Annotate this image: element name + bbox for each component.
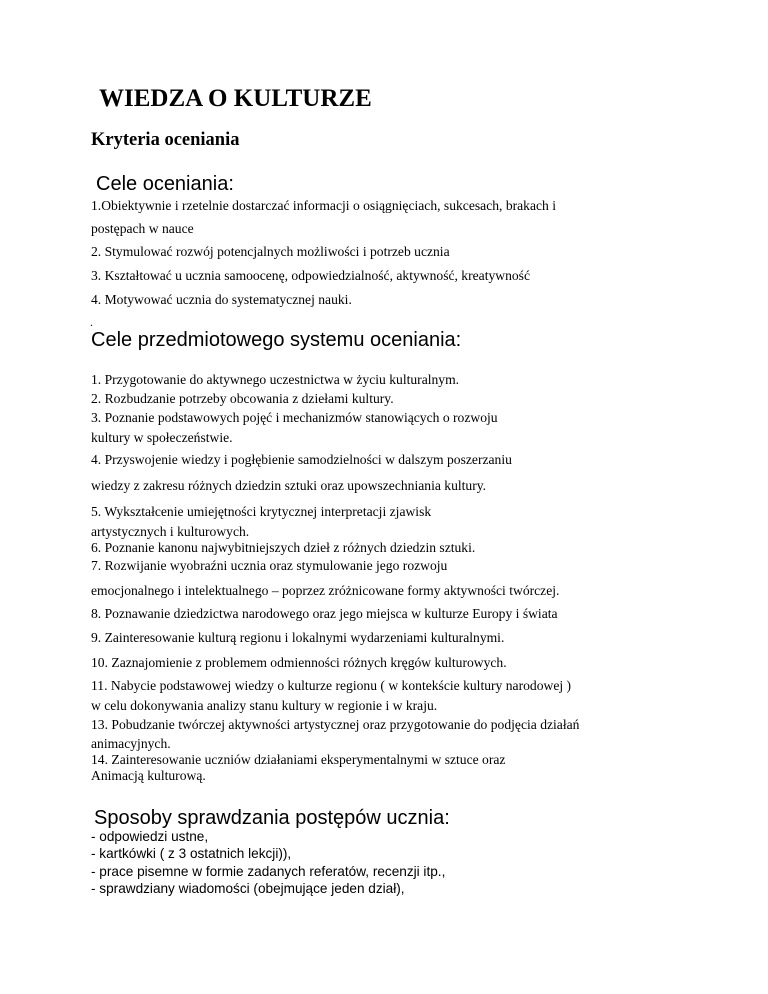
list-item: 11. Nabycie podstawowej wiedzy o kulturze regionu ( w kontekście kultury narodowej ): [91, 678, 572, 693]
list-item: w celu dokonywania analizy stanu kultury w regionie i w kraju.: [91, 698, 438, 713]
list-item: 14. Zainteresowanie uczniów działaniami eksperymentalnymi w sztuce oraz: [91, 752, 506, 767]
section-heading-cele-oceniania: Cele oceniania:: [96, 173, 234, 195]
section-heading-sposoby: Sposoby sprawdzania postępów ucznia:: [94, 807, 450, 829]
list-item: 6. Poznanie kanonu najwybitniejszych dzieł z różnych dziedzin sztuki.: [91, 540, 476, 555]
document-subtitle: Kryteria oceniania: [91, 130, 240, 150]
list-item: 3. Poznanie podstawowych pojęć i mechanizmów stanowiących o rozwoju: [91, 410, 498, 425]
list-item: emocjonalnego i intelektualnego – poprzez zróżnicowane formy aktywności twórczej.: [91, 583, 560, 598]
list-item: 7. Rozwijanie wyobraźni ucznia oraz stymulowanie jego rozwoju: [91, 558, 448, 573]
list-item: artystycznych i kulturowych.: [91, 524, 250, 539]
list-item: - sprawdziany wiadomości (obejmujące jeden dział),: [91, 881, 405, 896]
list-item: - kartkówki ( z 3 ostatnich lekcji)),: [91, 846, 292, 861]
list-item: 13. Pobudzanie twórczej aktywności artystycznej oraz przygotowanie do podjęcia działań: [91, 717, 580, 732]
list-item: wiedzy z zakresu różnych dziedzin sztuki oraz upowszechniania kultury.: [91, 478, 487, 493]
list-item: 8. Poznawanie dziedzictwa narodowego oraz jego miejsca w kulturze Europy i świata: [91, 606, 558, 621]
list-item: animacyjnych.: [91, 736, 171, 751]
text-line: 1.Obiektywnie i rzetelnie dostarczać informacji o osiągnięciach, sukcesach, brakach i: [91, 198, 557, 213]
list-item: Animacją kulturową.: [91, 768, 206, 783]
text-line: 3. Kształtować u ucznia samoocenę, odpowiedzialność, aktywność, kreatywność: [91, 268, 531, 283]
separator-dot: .: [90, 315, 93, 329]
list-item: 9. Zainteresowanie kulturą regionu i lokalnymi wydarzeniami kulturalnymi.: [91, 630, 505, 645]
list-item: 1. Przygotowanie do aktywnego uczestnictwa w życiu kulturalnym.: [91, 372, 460, 387]
list-item: - odpowiedzi ustne,: [91, 829, 209, 844]
text-line: postępach w nauce: [91, 221, 194, 236]
list-item: 4. Przyswojenie wiedzy i pogłębienie samodzielności w dalszym poszerzaniu: [91, 452, 512, 467]
list-item: kultury w społeczeństwie.: [91, 430, 233, 445]
list-item: - prace pisemne w formie zadanych referatów, recenzji itp.,: [91, 864, 446, 879]
text-line: 2. Stymulować rozwój potencjalnych możliwości i potrzeb ucznia: [91, 244, 450, 259]
list-item: 2. Rozbudzanie potrzeby obcowania z dziełami kultury.: [91, 391, 394, 406]
section-heading-cele-przedmiotowe: Cele przedmiotowego systemu oceniania:: [91, 329, 462, 351]
list-item: 10. Zaznajomienie z problemem odmienności różnych kręgów kulturowych.: [91, 655, 507, 670]
document-title: WIEDZA O KULTURZE: [99, 85, 372, 112]
list-item: 5. Wykształcenie umiejętności krytycznej interpretacji zjawisk: [91, 504, 432, 519]
text-line: 4. Motywować ucznia do systematycznej nauki.: [91, 292, 352, 307]
